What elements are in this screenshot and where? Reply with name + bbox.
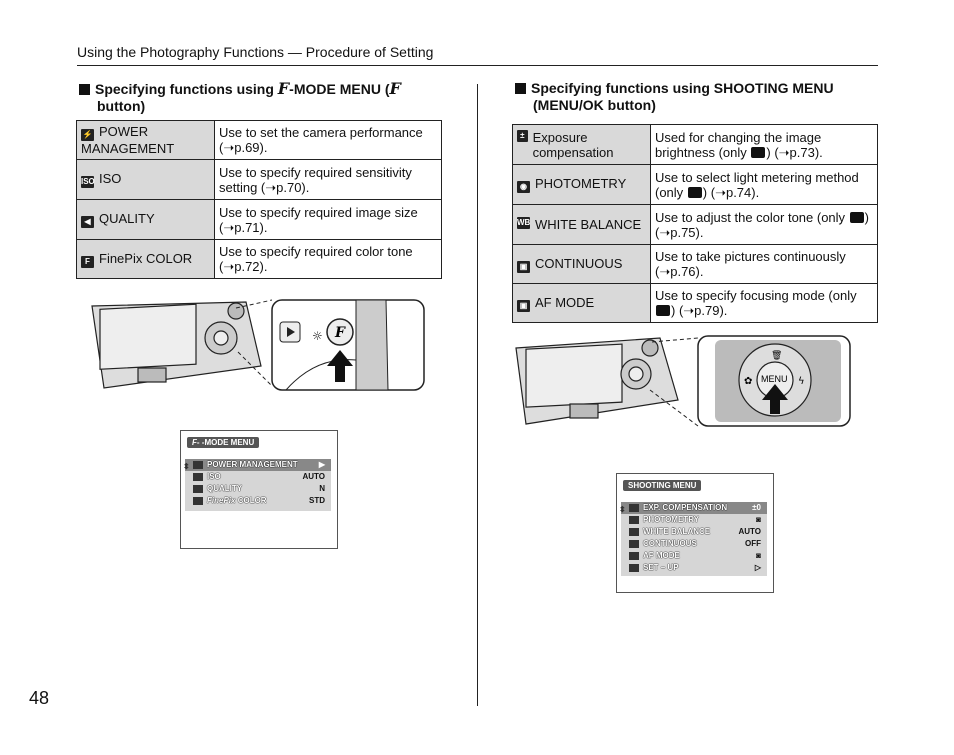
camera-back-illustration [86,296,428,396]
white-balance-icon: WB [517,218,531,227]
camera-lcd [526,344,622,407]
camera-mode-icon [850,212,864,223]
photometry-icon: ◉ [517,181,530,193]
f-mode-menu-table [76,120,442,279]
screen-title: SHOOTING MENU [623,480,701,491]
svg-text:🗑: 🗑 [771,351,783,361]
function-desc-cell: Use to take pictures continuously (➝p.76). [651,245,878,284]
menu-button-closeup [698,336,850,426]
table-row [513,245,878,284]
table-row [77,200,442,240]
screen-menu-list [185,459,331,511]
af-mode-icon: ▣ [517,300,530,312]
menu-row: AF MODE ◙ [621,550,767,562]
function-name-cell: ⚡ POWER MANAGEMENT [77,121,215,160]
bullet-square-icon [515,83,526,94]
quality-icon: ◀ [81,216,94,228]
menu-row: ⬍ POWER MANAGEMENT ▶ [185,459,331,471]
f-mode-icon: F [277,79,290,98]
function-name-cell: ± Exposure compensation [513,125,651,165]
svg-text:MENU: MENU [761,374,788,384]
screen-title: F- -MODE MENU [187,437,259,448]
function-name-cell: ▣ CONTINUOUS [513,245,651,284]
power-management-icon: ⚡ [82,130,93,139]
table-row [513,165,878,205]
bullet-square-icon [79,84,90,95]
table-row [513,125,878,165]
table-row [77,240,442,279]
finepix-color-icon: F [81,256,94,268]
left-section-heading: Specifying functions using F-MODE MENU (F button) [79,80,459,115]
menu-row: ⬍ EXP. COMPENSATION ±0 [621,502,767,514]
table-row [77,121,442,160]
f-mode-icon: F [389,79,401,98]
right-section-heading: Specifying functions using SHOOTING MENU (MENU/OK button) [515,80,885,114]
function-desc-cell: Use to specify required image size (➝p.71). [215,200,442,240]
svg-text:✿: ✿ [744,376,753,387]
camera-mode-icon [751,147,765,158]
table-row [513,284,878,323]
function-desc-cell: Use to set the camera performance (➝p.69). [215,121,442,160]
table-row [77,160,442,200]
continuous-icon: ▣ [517,261,530,273]
f-mode-menu-screen [180,430,338,549]
menu-row: CONTINUOUS OFF [621,538,767,550]
camera-mode-icon [688,187,702,198]
function-desc-cell: Use to specify required sensitivity setting (➝p.70). [215,160,442,200]
menu-row: WHITE BALANCE AUTO [621,526,767,538]
function-desc-cell: Use to specify focusing mode (only ) (➝p.79). [651,284,878,323]
page-number: 48 [29,688,50,708]
function-desc-cell: Use to adjust the color tone (only ) (➝p.75). [651,205,878,245]
screen-menu-list [621,502,767,576]
menu-row: ISO AUTO [185,471,331,483]
page-header-title: Using the Photography Functions — Procedure of Setting [77,44,434,60]
svg-text:F: F [335,325,345,341]
function-name-cell: F FinePix COLOR [77,240,215,279]
menu-row: PHOTOMETRY ◙ [621,514,767,526]
column-divider [477,84,478,706]
header-rule [77,65,878,66]
function-name-cell: ▣ AF MODE [513,284,651,323]
shooting-menu-screen [616,473,774,593]
camera-lcd [100,304,196,369]
function-name-cell: WB WHITE BALANCE [513,205,651,245]
f-button-closeup [272,300,424,390]
camera-mode-icon [656,305,670,316]
svg-text:ϟ: ϟ [798,376,805,387]
camera-back-illustration [510,334,852,432]
function-name-cell: ◉ PHOTOMETRY [513,165,651,205]
function-desc-cell: Use to specify required color tone (➝p.72). [215,240,442,279]
table-row [513,205,878,245]
function-desc-cell: Use to select light metering method (only ) (➝p.74). [651,165,878,205]
svg-text:☼: ☼ [312,329,323,343]
iso-icon: ISO [81,177,95,186]
function-name-cell: ISO ISO [77,160,215,200]
menu-row: FinePix COLOR STD [185,495,331,507]
menu-row: QUALITY N [185,483,331,495]
menu-row: SET – UP ▷ [621,562,767,574]
exposure-compensation-icon: ± [517,130,528,142]
function-name-cell: ◀ QUALITY [77,200,215,240]
shooting-menu-table [512,124,878,323]
function-desc-cell: Used for changing the image brightness (only ) (➝p.73). [651,125,878,165]
